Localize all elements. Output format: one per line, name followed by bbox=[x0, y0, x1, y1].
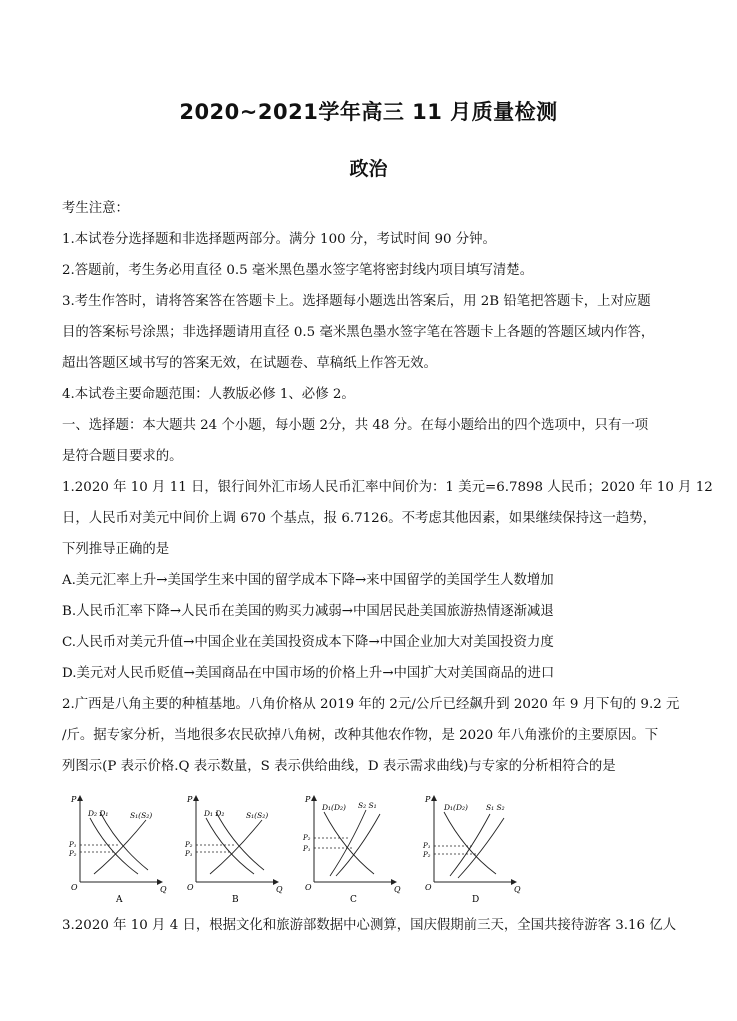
graph-d-d-label: D₁(D₂) bbox=[444, 803, 468, 812]
graph-a-d-label: D₂ D₁ bbox=[88, 809, 109, 818]
graph-b-label: B bbox=[232, 895, 239, 905]
q1-option-a: A.美元汇率上升→美国学生来中国的留学成本下降→来中国留学的美国学生人数增加 bbox=[62, 573, 554, 588]
q1-stem: 下列推导正确的是 bbox=[62, 542, 170, 557]
graph-c-d-label: D₁(D₂) bbox=[322, 803, 346, 812]
q1-option-c: C.人民币对美元升值→中国企业在美国投资成本下降→中国企业加大对美国投资力度 bbox=[62, 635, 554, 650]
graph-c-p-top: P₂ bbox=[303, 834, 311, 842]
origin-label: O bbox=[187, 883, 194, 892]
graph-c-s-label: S₂ S₁ bbox=[358, 801, 377, 810]
graph-a-s-label: S₁(S₂) bbox=[130, 811, 153, 820]
graph-c bbox=[302, 795, 401, 905]
graph-d bbox=[422, 795, 521, 905]
graph-a bbox=[68, 795, 167, 905]
supply-demand-graphs bbox=[68, 790, 528, 908]
section-heading: 一、选择题：本大题共 24 个小题，每小题 2分，共 48 分。在每小题给出的四个选项中，只有一项 bbox=[62, 418, 649, 433]
q3-stem: 3.2020 年 10 月 4 日，根据文化和旅游部数据中心测算，国庆假期前三天，全国共接待游客 3.16 亿人 bbox=[62, 918, 677, 933]
origin-label: O bbox=[425, 883, 432, 892]
q2-graphs bbox=[68, 790, 528, 908]
notice-item: 1.本试卷分选择题和非选择题两部分。满分 100 分，考试时间 90 分钟。 bbox=[62, 232, 496, 247]
graph-c-label: C bbox=[350, 895, 357, 905]
graph-b-p-top: P₂ bbox=[185, 841, 193, 849]
notice-item: 3.考生作答时，请将答案答在答题卡上。选择题每小题选出答案后，用 2B 铅笔把答题卡，上对应题 bbox=[62, 294, 651, 309]
graph-d-p-top: P₁ bbox=[423, 842, 431, 850]
axis-p-label: P bbox=[187, 795, 193, 804]
notice-item: 目的答案标号涂黑；非选择题请用直径 0.5 毫米黑色墨水签字笔在答题卡上各题的答题区域内作答， bbox=[62, 325, 655, 340]
section-heading-cont: 是符合题目要求的。 bbox=[62, 449, 183, 464]
notice-heading: 考生注意： bbox=[62, 201, 129, 216]
q2-stem: /斤。据专家分析，当地很多农民砍掉八角树，改种其他农作物，是 2020 年八角涨价的主要原因。下 bbox=[62, 728, 659, 743]
graph-a-p-top: P₁ bbox=[69, 841, 77, 849]
origin-label: O bbox=[305, 883, 312, 892]
graph-a-p-bot: P₂ bbox=[69, 850, 77, 858]
q1-option-d: D.美元对人民币贬值→美国商品在中国市场的价格上升→中国扩大对美国商品的进口 bbox=[62, 666, 555, 681]
origin-label-q: Q bbox=[394, 885, 401, 894]
q1-stem: 1.2020 年 10 月 11 日，银行间外汇市场人民币汇率中间价为：1 美元=6.7898 人民币；2020 年 10 月 12 bbox=[62, 480, 713, 495]
exam-title: 2020~2021学年高三 11 月质量检测 bbox=[179, 100, 558, 124]
graph-b-d-label: D₁ D₂ bbox=[204, 809, 225, 818]
graph-d-s-label: S₁ S₂ bbox=[486, 803, 505, 812]
q2-stem: 2.广西是八角主要的种植基地。八角价格从 2019 年的 2元/公斤已经飙升到 2020 年 9 月下旬的 9.2 元 bbox=[62, 697, 680, 712]
graph-b-s-label: S₁(S₂) bbox=[246, 811, 269, 820]
graph-b-p-bot: P₁ bbox=[185, 850, 193, 858]
axis-q-label: Q bbox=[276, 885, 283, 894]
graph-d-label: D bbox=[472, 895, 480, 905]
notice-item: 4.本试卷主要命题范围：人教版必修 1、必修 2。 bbox=[62, 387, 355, 402]
notice-item: 超出答题区域书写的答案无效，在试题卷、草稿纸上作答无效。 bbox=[62, 356, 437, 371]
graph-c-p-bot: P₁ bbox=[303, 845, 311, 853]
origin-label: O bbox=[71, 883, 78, 892]
graph-d-p-bot: P₂ bbox=[423, 851, 431, 859]
q1-stem: 日，人民币对美元中间价上调 670 个基点，报 6.7126。不考虑其他因素，如果继续保持这一趋势， bbox=[62, 511, 657, 526]
axis-p-label: P bbox=[305, 795, 311, 804]
axis-q-label: Q bbox=[514, 885, 521, 894]
notice-item: 2.答题前，考生务必用直径 0.5 毫米黑色墨水签字笔将密封线内项目填写清楚。 bbox=[62, 263, 534, 278]
q2-stem: 列图示(P 表示价格.Q 表示数量，S 表示供给曲线，D 表示需求曲线)与专家的分析相符合的是 bbox=[62, 759, 616, 774]
axis-p-label: P bbox=[425, 795, 431, 804]
axis-q-label: Q bbox=[160, 885, 167, 894]
q1-option-b: B.人民币汇率下降→人民币在美国的购买力减弱→中国居民赴美国旅游热情逐渐减退 bbox=[62, 604, 554, 619]
exam-subject: 政治 bbox=[349, 158, 388, 180]
graph-b bbox=[184, 795, 283, 905]
axis-p-label: P bbox=[71, 795, 77, 804]
graph-a-label: A bbox=[116, 895, 123, 905]
